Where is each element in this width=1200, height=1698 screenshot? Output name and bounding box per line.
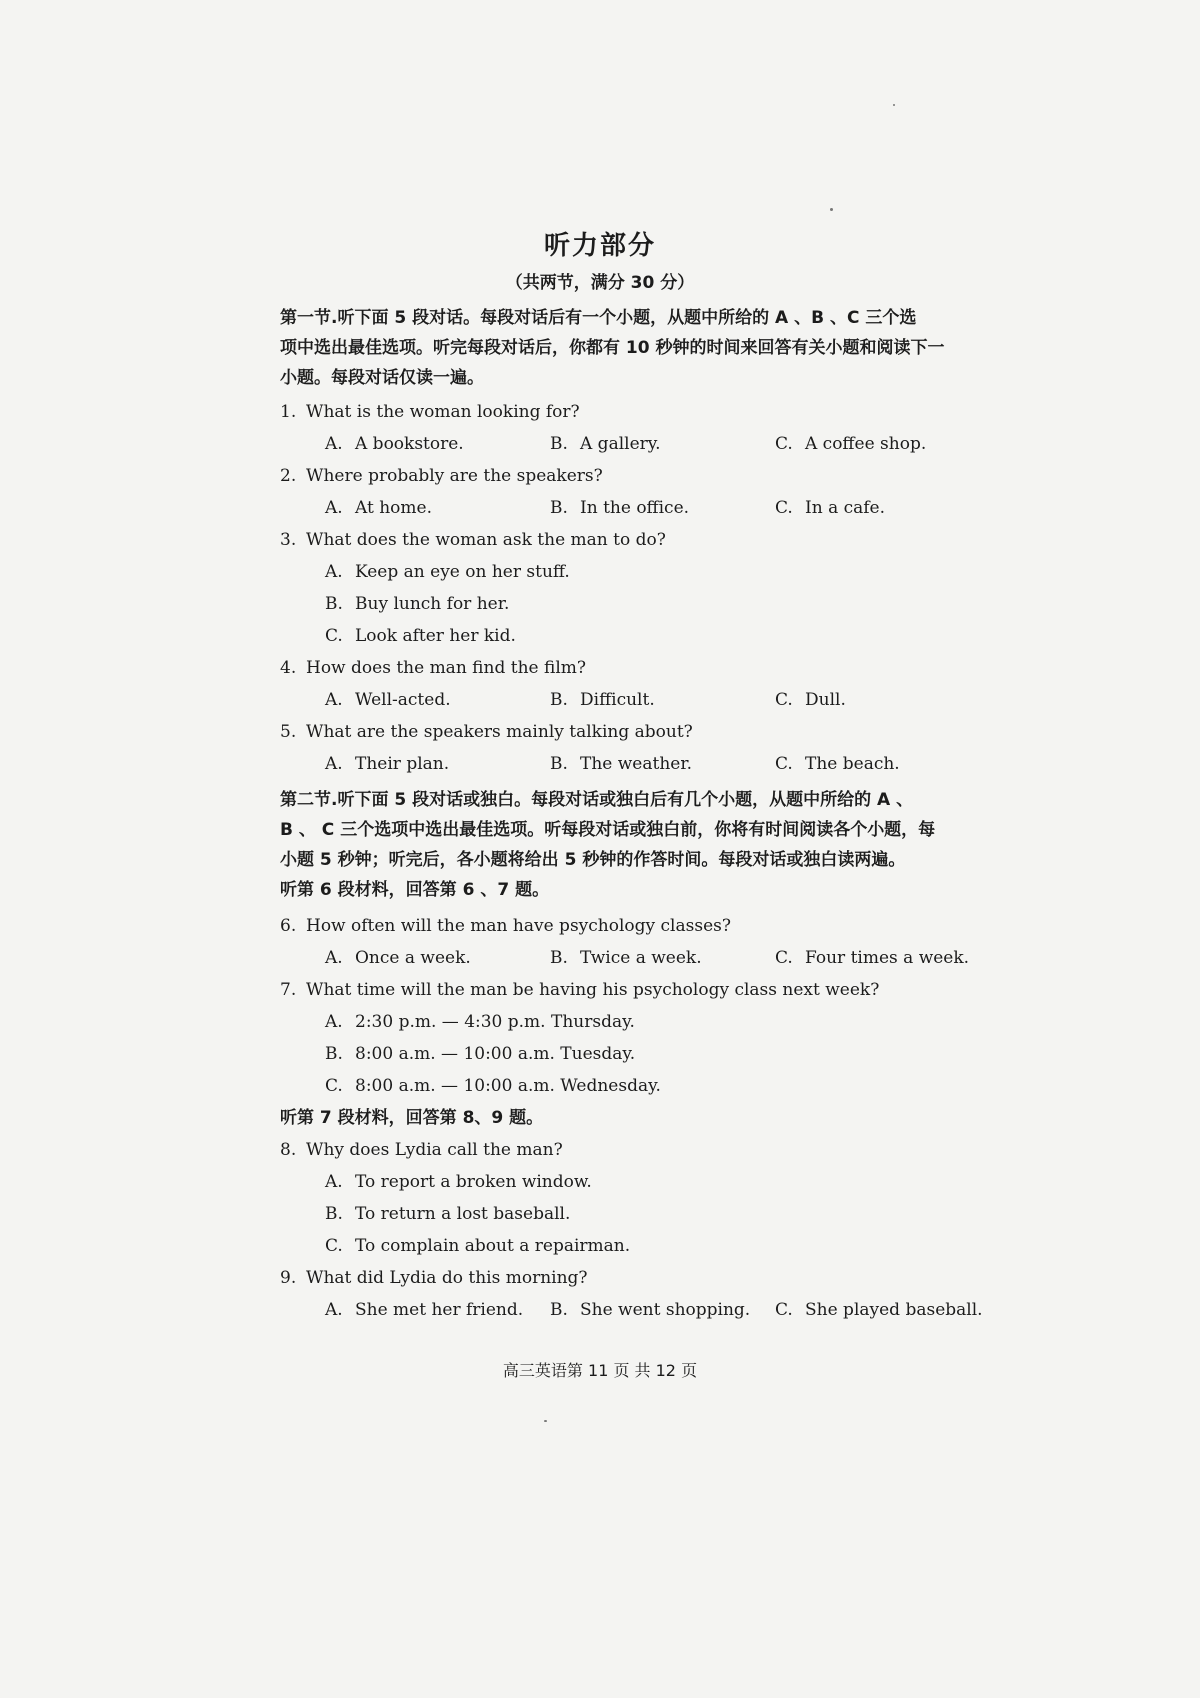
question-text: What are the speakers mainly talking about?	[306, 722, 693, 742]
instruction-line: 项中选出最佳选项。听完每段对话后，你都有 10 秒钟的时间来回答有关小题和阅读下一	[280, 338, 945, 358]
question-text: What does the woman ask the man to do?	[306, 530, 666, 550]
instruction-line: 第一节.听下面 5 段对话。每段对话后有一个小题，从题中所给的 A 、B 、C 三个选	[280, 308, 917, 328]
section2-instructions	[280, 785, 1020, 905]
section2-questions	[280, 910, 1020, 1326]
scan-speck	[893, 104, 895, 106]
material-heading: 听第 6 段材料，回答第 6 、7 题。	[280, 880, 550, 900]
option-c: C. 8:00 a.m. — 10:00 a.m. Wednesday.	[325, 1076, 661, 1096]
question-1-options	[280, 428, 1020, 460]
question-7	[280, 974, 1020, 1006]
question-number: 8.	[280, 1140, 297, 1160]
question-number: 6.	[280, 916, 297, 936]
option-b: B. 8:00 a.m. — 10:00 a.m. Tuesday.	[325, 1044, 636, 1064]
option-a: A. Once a week.	[325, 948, 471, 968]
option-c: C. She played baseball.	[775, 1300, 983, 1320]
option-c: C. The beach.	[775, 754, 900, 774]
question-4-options	[280, 684, 1020, 716]
question-8	[280, 1134, 1020, 1166]
option-a: A. Their plan.	[325, 754, 450, 774]
question-number: 4.	[280, 658, 297, 678]
question-text: Why does Lydia call the man?	[306, 1140, 563, 1160]
option-c: C. Look after her kid.	[325, 626, 516, 646]
option-a: A. To report a broken window.	[325, 1172, 592, 1192]
option-c: C. A coffee shop.	[775, 434, 927, 454]
question-9-options	[280, 1294, 1020, 1326]
option-a: A. At home.	[325, 498, 432, 518]
section-title: 听力部分	[543, 231, 656, 261]
option-c: C. In a cafe.	[775, 498, 886, 518]
scan-speck	[544, 1420, 547, 1422]
question-number: 1.	[280, 402, 297, 422]
option-c: C. Dull.	[775, 690, 846, 710]
question-3	[280, 524, 1020, 556]
question-number: 3.	[280, 530, 297, 550]
question-1	[280, 396, 1020, 428]
page-footer: 高三英语第 11 页 共 12 页	[502, 1361, 698, 1380]
option-a: A. 2:30 p.m. — 4:30 p.m. Thursday.	[325, 1012, 635, 1032]
option-c: C. Four times a week.	[775, 948, 970, 968]
question-number: 2.	[280, 466, 297, 486]
section1-questions	[280, 396, 1020, 780]
option-a: A. Well-acted.	[325, 690, 451, 710]
instruction-line: B 、 C 三个选项中选出最佳选项。听每段对话或独白前，你将有时间阅读各个小题，每	[280, 820, 936, 840]
option-a: A. She met her friend.	[325, 1300, 524, 1320]
instruction-line: 第二节.听下面 5 段对话或独白。每段对话或独白后有几个小题，从题中所给的 A 、	[280, 790, 914, 810]
option-a: A. Keep an eye on her stuff.	[325, 562, 570, 582]
instruction-line: 小题 5 秒钟；听完后，各小题将给出 5 秒钟的作答时间。每段对话或独白读两遍。	[280, 850, 906, 870]
question-6	[280, 910, 1020, 942]
question-number: 7.	[280, 980, 297, 1000]
question-9	[280, 1262, 1020, 1294]
option-b: B. A gallery.	[550, 434, 661, 454]
question-5-options	[280, 748, 1020, 780]
option-a: A. A bookstore.	[325, 434, 464, 454]
section1-instructions	[280, 303, 1020, 393]
material-heading: 听第 7 段材料，回答第 8、9 题。	[280, 1108, 544, 1128]
option-b: B. Twice a week.	[550, 948, 702, 968]
question-text: Where probably are the speakers?	[306, 466, 603, 486]
question-6-options	[280, 942, 1020, 974]
option-b: B. In the office.	[550, 498, 690, 518]
option-b: B. The weather.	[550, 754, 693, 774]
question-number: 5.	[280, 722, 297, 742]
question-text: How does the man find the film?	[306, 658, 587, 678]
question-2	[280, 460, 1020, 492]
option-b: B. She went shopping.	[550, 1300, 751, 1320]
scan-speck	[830, 208, 833, 211]
question-text: How often will the man have psychology classes?	[306, 916, 731, 936]
question-5	[280, 716, 1020, 748]
question-text: What is the woman looking for?	[306, 402, 580, 422]
section-subtitle: （共两节，满分 30 分）	[505, 273, 695, 293]
question-text: What did Lydia do this morning?	[306, 1268, 588, 1288]
question-4	[280, 652, 1020, 684]
question-number: 9.	[280, 1268, 297, 1288]
option-b: B. Buy lunch for her.	[325, 594, 510, 614]
option-b: B. To return a lost baseball.	[325, 1204, 571, 1224]
question-text: What time will the man be having his psychology class next week?	[306, 980, 880, 1000]
question-2-options	[280, 492, 1020, 524]
option-b: B. Difficult.	[550, 690, 655, 710]
option-c: C. To complain about a repairman.	[325, 1236, 631, 1256]
instruction-line: 小题。每段对话仅读一遍。	[280, 368, 484, 388]
